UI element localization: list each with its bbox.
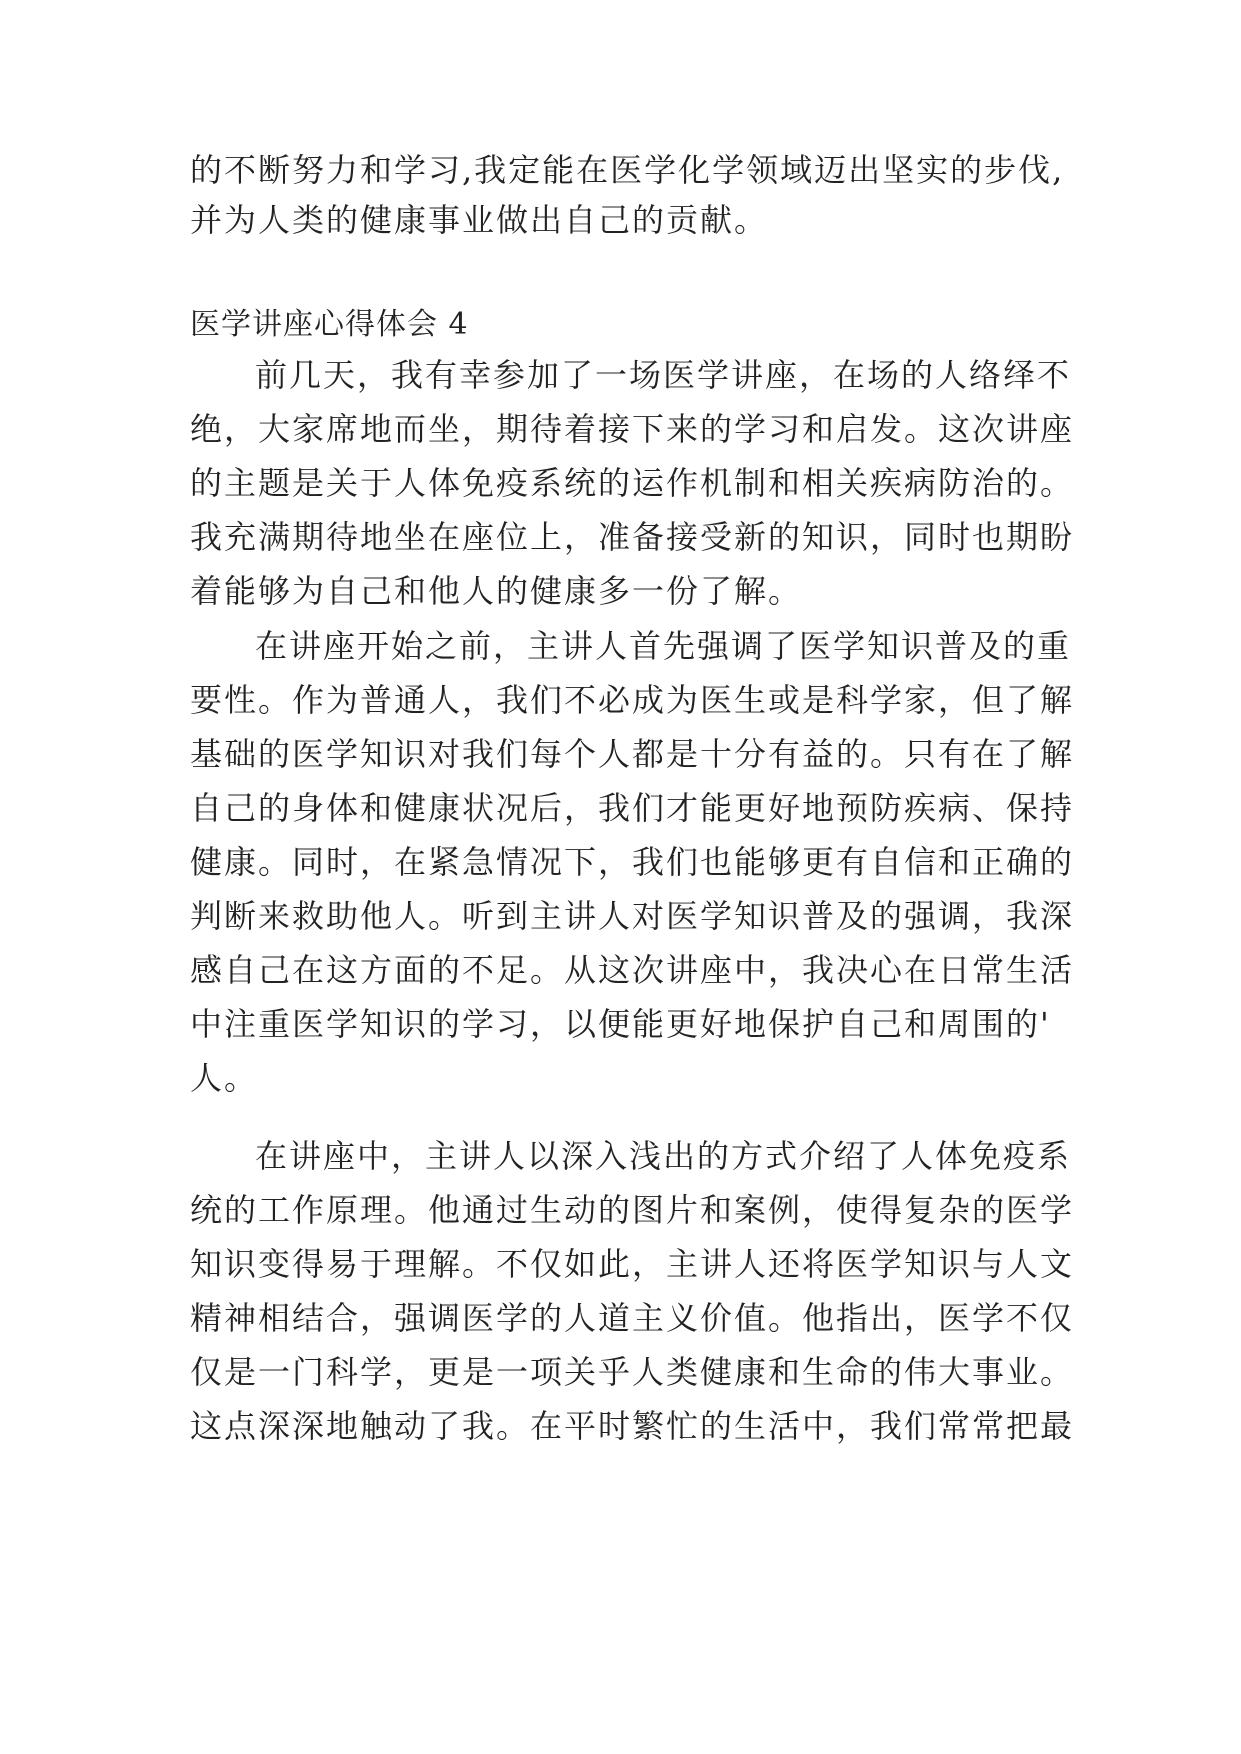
paragraph-line: 我充满期待地坐在座位上，准备接受新的知识，同时也期盼 bbox=[190, 518, 1075, 556]
paragraph-line: 这点深深地触动了我。在平时繁忙的生活中，我们常常把最 bbox=[190, 1407, 1075, 1445]
paragraph-line: 判断来救助他人。听到主讲人对医学知识普及的强调，我深 bbox=[190, 897, 1075, 935]
paragraph-line: 精神相结合，强调医学的人道主义价值。他指出，医学不仅 bbox=[190, 1299, 1075, 1337]
paragraph-line: 绝，大家席地而坐，期待着接下来的学习和启发。这次讲座 bbox=[190, 410, 1075, 448]
paragraph-line: 健康。同时，在紧急情况下，我们也能够更有自信和正确的 bbox=[190, 843, 1075, 881]
paragraph-line: 着能够为自己和他人的健康多一份了解。 bbox=[190, 572, 803, 610]
paragraph-line: 在讲座开始之前，主讲人首先强调了医学知识普及的重 bbox=[255, 627, 1072, 665]
paragraph-line: 自己的身体和健康状况后，我们才能更好地预防疾病、保持 bbox=[190, 789, 1075, 827]
paragraph-line: 在讲座中，主讲人以深入浅出的方式介绍了人体免疫系 bbox=[255, 1137, 1072, 1175]
paragraph-line: 人。 bbox=[190, 1059, 259, 1097]
paragraph-line: 感自己在这方面的不足。从这次讲座中，我决心在日常生活 bbox=[190, 951, 1075, 989]
text-line: 并为人类的健康事业做出自己的贡献。 bbox=[190, 201, 769, 239]
paragraph-line: 中注重医学知识的学习，以便能更好地保护自己和周围的' bbox=[190, 1005, 1051, 1043]
text-line: 的不断努力和学习,我定能在医学化学领域迈出坚实的步伐, bbox=[190, 151, 1065, 189]
paragraph-line: 基础的医学知识对我们每个人都是十分有益的。只有在了解 bbox=[190, 735, 1075, 773]
paragraph-line: 前几天，我有幸参加了一场医学讲座，在场的人络绎不 bbox=[255, 356, 1072, 394]
paragraph-line: 知识变得易于理解。不仅如此，主讲人还将医学知识与人文 bbox=[190, 1245, 1075, 1283]
paragraph-line: 统的工作原理。他通过生动的图片和案例，使得复杂的医学 bbox=[190, 1191, 1075, 1229]
section-title: 医学讲座心得体会 4 bbox=[190, 307, 469, 342]
paragraph-line: 要性。作为普通人，我们不必成为医生或是科学家，但了解 bbox=[190, 681, 1075, 719]
paragraph-line: 的主题是关于人体免疫系统的运作机制和相关疾病防治的。 bbox=[190, 464, 1075, 502]
paragraph-line: 仅是一门科学，更是一项关乎人类健康和生命的伟大事业。 bbox=[190, 1353, 1075, 1391]
